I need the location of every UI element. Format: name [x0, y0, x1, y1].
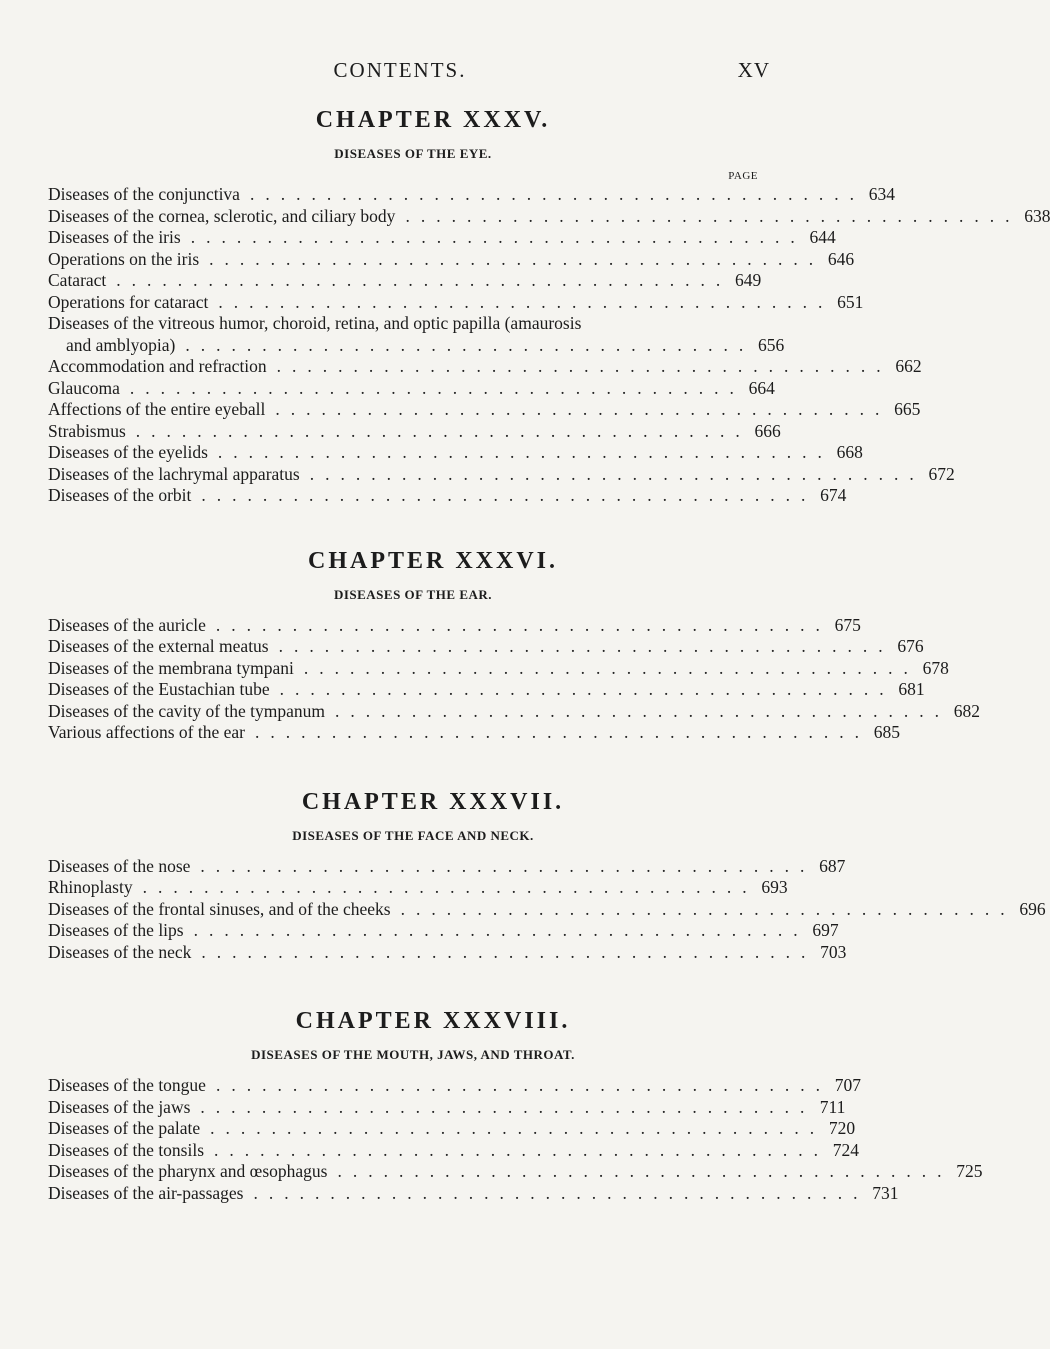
chapter-title: CHAPTER XXXVII. [301, 788, 565, 815]
toc-entry-label: Rhinoplasty [48, 877, 133, 897]
dot-leader: ........................................ [201, 941, 817, 962]
toc-entry-label: Cataract [48, 270, 107, 290]
toc-entry [48, 1182, 899, 1205]
dot-leader: ........................................ [215, 1075, 831, 1095]
toc-entry-page: 675 [834, 614, 861, 635]
dot-leader: ........................................ [200, 1096, 816, 1117]
toc-entry-label: Diseases of the vitreous humor, choroid, retina, and optic papilla (amaurosis [48, 313, 582, 333]
chapter-subtitle: DISEASES OF THE EAR. [333, 586, 493, 602]
toc-entry-page: 668 [836, 442, 863, 462]
toc-entry [48, 877, 788, 899]
toc-entry-label: Diseases of the jaws [48, 1096, 191, 1117]
dot-leader: ........................................ [275, 399, 891, 419]
toc-entry-label: Diseases of the neck [48, 941, 192, 962]
toc-entry-page: 656 [757, 334, 785, 355]
dot-leader: ........................................ [135, 420, 751, 441]
toc-entry-page: 724 [832, 1139, 860, 1160]
toc-entry-list [48, 855, 1046, 964]
toc-entry-page: 693 [761, 877, 788, 897]
dot-leader: ........................................ [209, 248, 825, 269]
toc-entry-label: Diseases of the tonsils [48, 1139, 205, 1160]
running-title: CONTENTS. [333, 58, 467, 82]
toc-entry [48, 1096, 846, 1119]
dot-leader: ........................................ [309, 463, 925, 484]
toc-entry-label: Diseases of the cornea, sclerotic, and ciliary body [48, 205, 396, 226]
toc-entry [48, 920, 839, 942]
toc-entry-label: Accommodation and refraction [48, 356, 267, 376]
toc-entry [48, 291, 864, 314]
chapter-subtitle: DISEASES OF THE MOUTH, JAWS, AND THROAT. [251, 1047, 575, 1062]
toc-entry [48, 184, 895, 206]
toc-entry-label-continued: and amblyopia) [66, 334, 176, 355]
toc-entry-page: 651 [837, 291, 864, 312]
toc-entry [48, 227, 836, 249]
toc-entry [48, 463, 955, 486]
toc-entry [48, 399, 921, 421]
toc-entry-page: 711 [819, 1096, 846, 1117]
toc-entry [48, 377, 775, 400]
toc-entry [48, 700, 981, 723]
toc-entry-page: 685 [873, 722, 900, 742]
toc-entry [48, 1161, 983, 1183]
toc-entry-label: Glaucoma [48, 377, 120, 398]
toc-entry-label: Diseases of the palate [48, 1118, 201, 1138]
toc-entry-page: 731 [872, 1182, 899, 1203]
dot-leader: ........................................ [337, 1161, 953, 1181]
toc-entry-list [48, 184, 1050, 507]
toc-entry-label: Diseases of the nose [48, 855, 191, 876]
toc-entry [48, 657, 949, 680]
toc-entry-label: Various affections of the ear [48, 722, 245, 742]
toc-entry-page: 674 [820, 485, 847, 505]
toc-entry-page: 678 [922, 657, 949, 678]
dot-leader: ........................................ [200, 855, 816, 876]
chapter-subtitle: DISEASES OF THE EYE. [334, 146, 492, 161]
toc-entry [48, 1075, 861, 1097]
toc-entry [48, 679, 925, 701]
toc-entry-page: 697 [812, 920, 839, 940]
toc-entry-label: Diseases of the lips [48, 920, 184, 940]
toc-entry [48, 614, 861, 637]
toc-entry-page: 720 [828, 1118, 856, 1138]
dot-leader: ........................................ [142, 877, 758, 897]
toc-entry-first-line [48, 313, 758, 335]
toc-entry-label: Diseases of the conjunctiva [48, 184, 240, 204]
toc-entry-label: Diseases of the tongue [48, 1075, 206, 1095]
toc-entry [48, 722, 900, 744]
dot-leader: ........................................ [218, 291, 834, 312]
dot-leader: ........................................ [214, 1139, 830, 1160]
toc-entry-label: Diseases of the pharynx and œsophagus [48, 1161, 328, 1181]
toc-entry [48, 898, 1046, 921]
toc-entry-label: Diseases of the auricle [48, 614, 206, 635]
dot-leader: ........................................ [253, 1182, 869, 1203]
chapter-section [48, 100, 1050, 541]
toc-entry-page: 666 [754, 420, 781, 441]
toc-entry [48, 356, 922, 378]
dot-leader: ........................................ [116, 270, 732, 290]
chapter-section [48, 1001, 983, 1204]
chapter-title: CHAPTER XXXVI. [307, 547, 558, 574]
page-column-label: PAGE [728, 170, 758, 182]
toc-entry-label: Diseases of the eyelids [48, 442, 208, 462]
toc-entry [48, 636, 924, 658]
dot-leader: ........................................ [217, 442, 833, 462]
toc-entry-label: Strabismus [48, 420, 126, 441]
toc-entry-page: 646 [827, 248, 855, 269]
toc-entry-page: 634 [868, 184, 895, 204]
toc-entry [48, 1118, 856, 1140]
toc-entry-page: 703 [820, 941, 847, 962]
dot-leader: ..................................... [185, 334, 755, 355]
toc-entry-label: Diseases of the frontal sinuses, and of the cheeks [48, 898, 391, 919]
toc-entry [48, 420, 781, 443]
toc-entry-label: Diseases of the Eustachian tube [48, 679, 270, 699]
dot-leader: ........................................ [400, 898, 1016, 919]
toc-entry-label: Diseases of the lachrymal apparatus [48, 463, 300, 484]
dot-leader: ........................................ [193, 920, 809, 940]
toc-entry-label: Operations for cataract [48, 291, 209, 312]
toc-entry-label: Diseases of the external meatus [48, 636, 269, 656]
dot-leader: ........................................ [276, 356, 892, 376]
toc-entry [48, 270, 762, 292]
toc-entry [48, 442, 863, 464]
running-head [0, 58, 800, 88]
dot-leader: ........................................ [279, 679, 895, 699]
toc-entry-page: 707 [834, 1075, 861, 1095]
toc-entry [48, 1139, 860, 1162]
toc-entry-page: 676 [897, 636, 924, 656]
toc-entry [48, 334, 785, 357]
dot-leader: ........................................ [249, 184, 865, 204]
chapter-section [48, 782, 1046, 1002]
toc-entry-list [48, 1075, 983, 1204]
toc-entry-page: 696 [1019, 898, 1046, 919]
toc-entry [48, 941, 847, 964]
toc-entry [48, 485, 847, 507]
table-of-contents [48, 100, 1050, 1204]
toc-entry-page: 649 [735, 270, 762, 290]
dot-leader: ........................................ [201, 485, 817, 505]
dot-leader: ........................................ [190, 227, 806, 247]
dot-leader: ........................................ [335, 700, 951, 721]
dot-leader: ........................................ [278, 636, 894, 656]
toc-entry-label: Diseases of the air-passages [48, 1182, 244, 1203]
toc-entry-label: Diseases of the membrana tympani [48, 657, 294, 678]
toc-entry [48, 855, 846, 878]
dot-leader: ........................................ [215, 614, 831, 635]
toc-entry-page: 662 [895, 356, 922, 376]
dot-leader: ........................................ [405, 205, 1021, 226]
dot-leader: ........................................ [210, 1118, 826, 1138]
chapter-title: CHAPTER XXXVIII. [295, 1008, 571, 1034]
toc-entry-label: Diseases of the iris [48, 227, 181, 247]
toc-entry-page: 725 [956, 1161, 983, 1181]
toc-entry-page: 665 [894, 399, 921, 419]
toc-entry [48, 248, 855, 271]
toc-entry-list [48, 614, 981, 744]
toc-entry-page: 687 [819, 855, 846, 876]
chapter-title: CHAPTER XXXV. [315, 107, 551, 133]
toc-entry-label: Operations on the iris [48, 248, 200, 269]
dot-leader: ........................................ [303, 657, 919, 678]
toc-entry-page: 672 [928, 463, 955, 484]
toc-entry-page: 664 [748, 377, 775, 398]
dot-leader: ........................................ [254, 722, 870, 742]
toc-entry-page: 681 [898, 679, 925, 699]
dot-leader: ........................................ [129, 377, 745, 398]
chapter-subtitle: DISEASES OF THE FACE AND NECK. [292, 827, 534, 843]
toc-entry-label: Affections of the entire eyeball [48, 399, 266, 419]
toc-entry-page: 638 [1024, 205, 1050, 226]
toc-entry-label: Diseases of the cavity of the tympanum [48, 700, 326, 721]
toc-entry-page: 682 [953, 700, 981, 721]
toc-entry-page: 644 [809, 227, 836, 247]
page-folio: XV [737, 58, 770, 82]
toc-entry-label: Diseases of the orbit [48, 485, 192, 505]
toc-entry [48, 205, 1050, 228]
chapter-section [48, 541, 981, 782]
